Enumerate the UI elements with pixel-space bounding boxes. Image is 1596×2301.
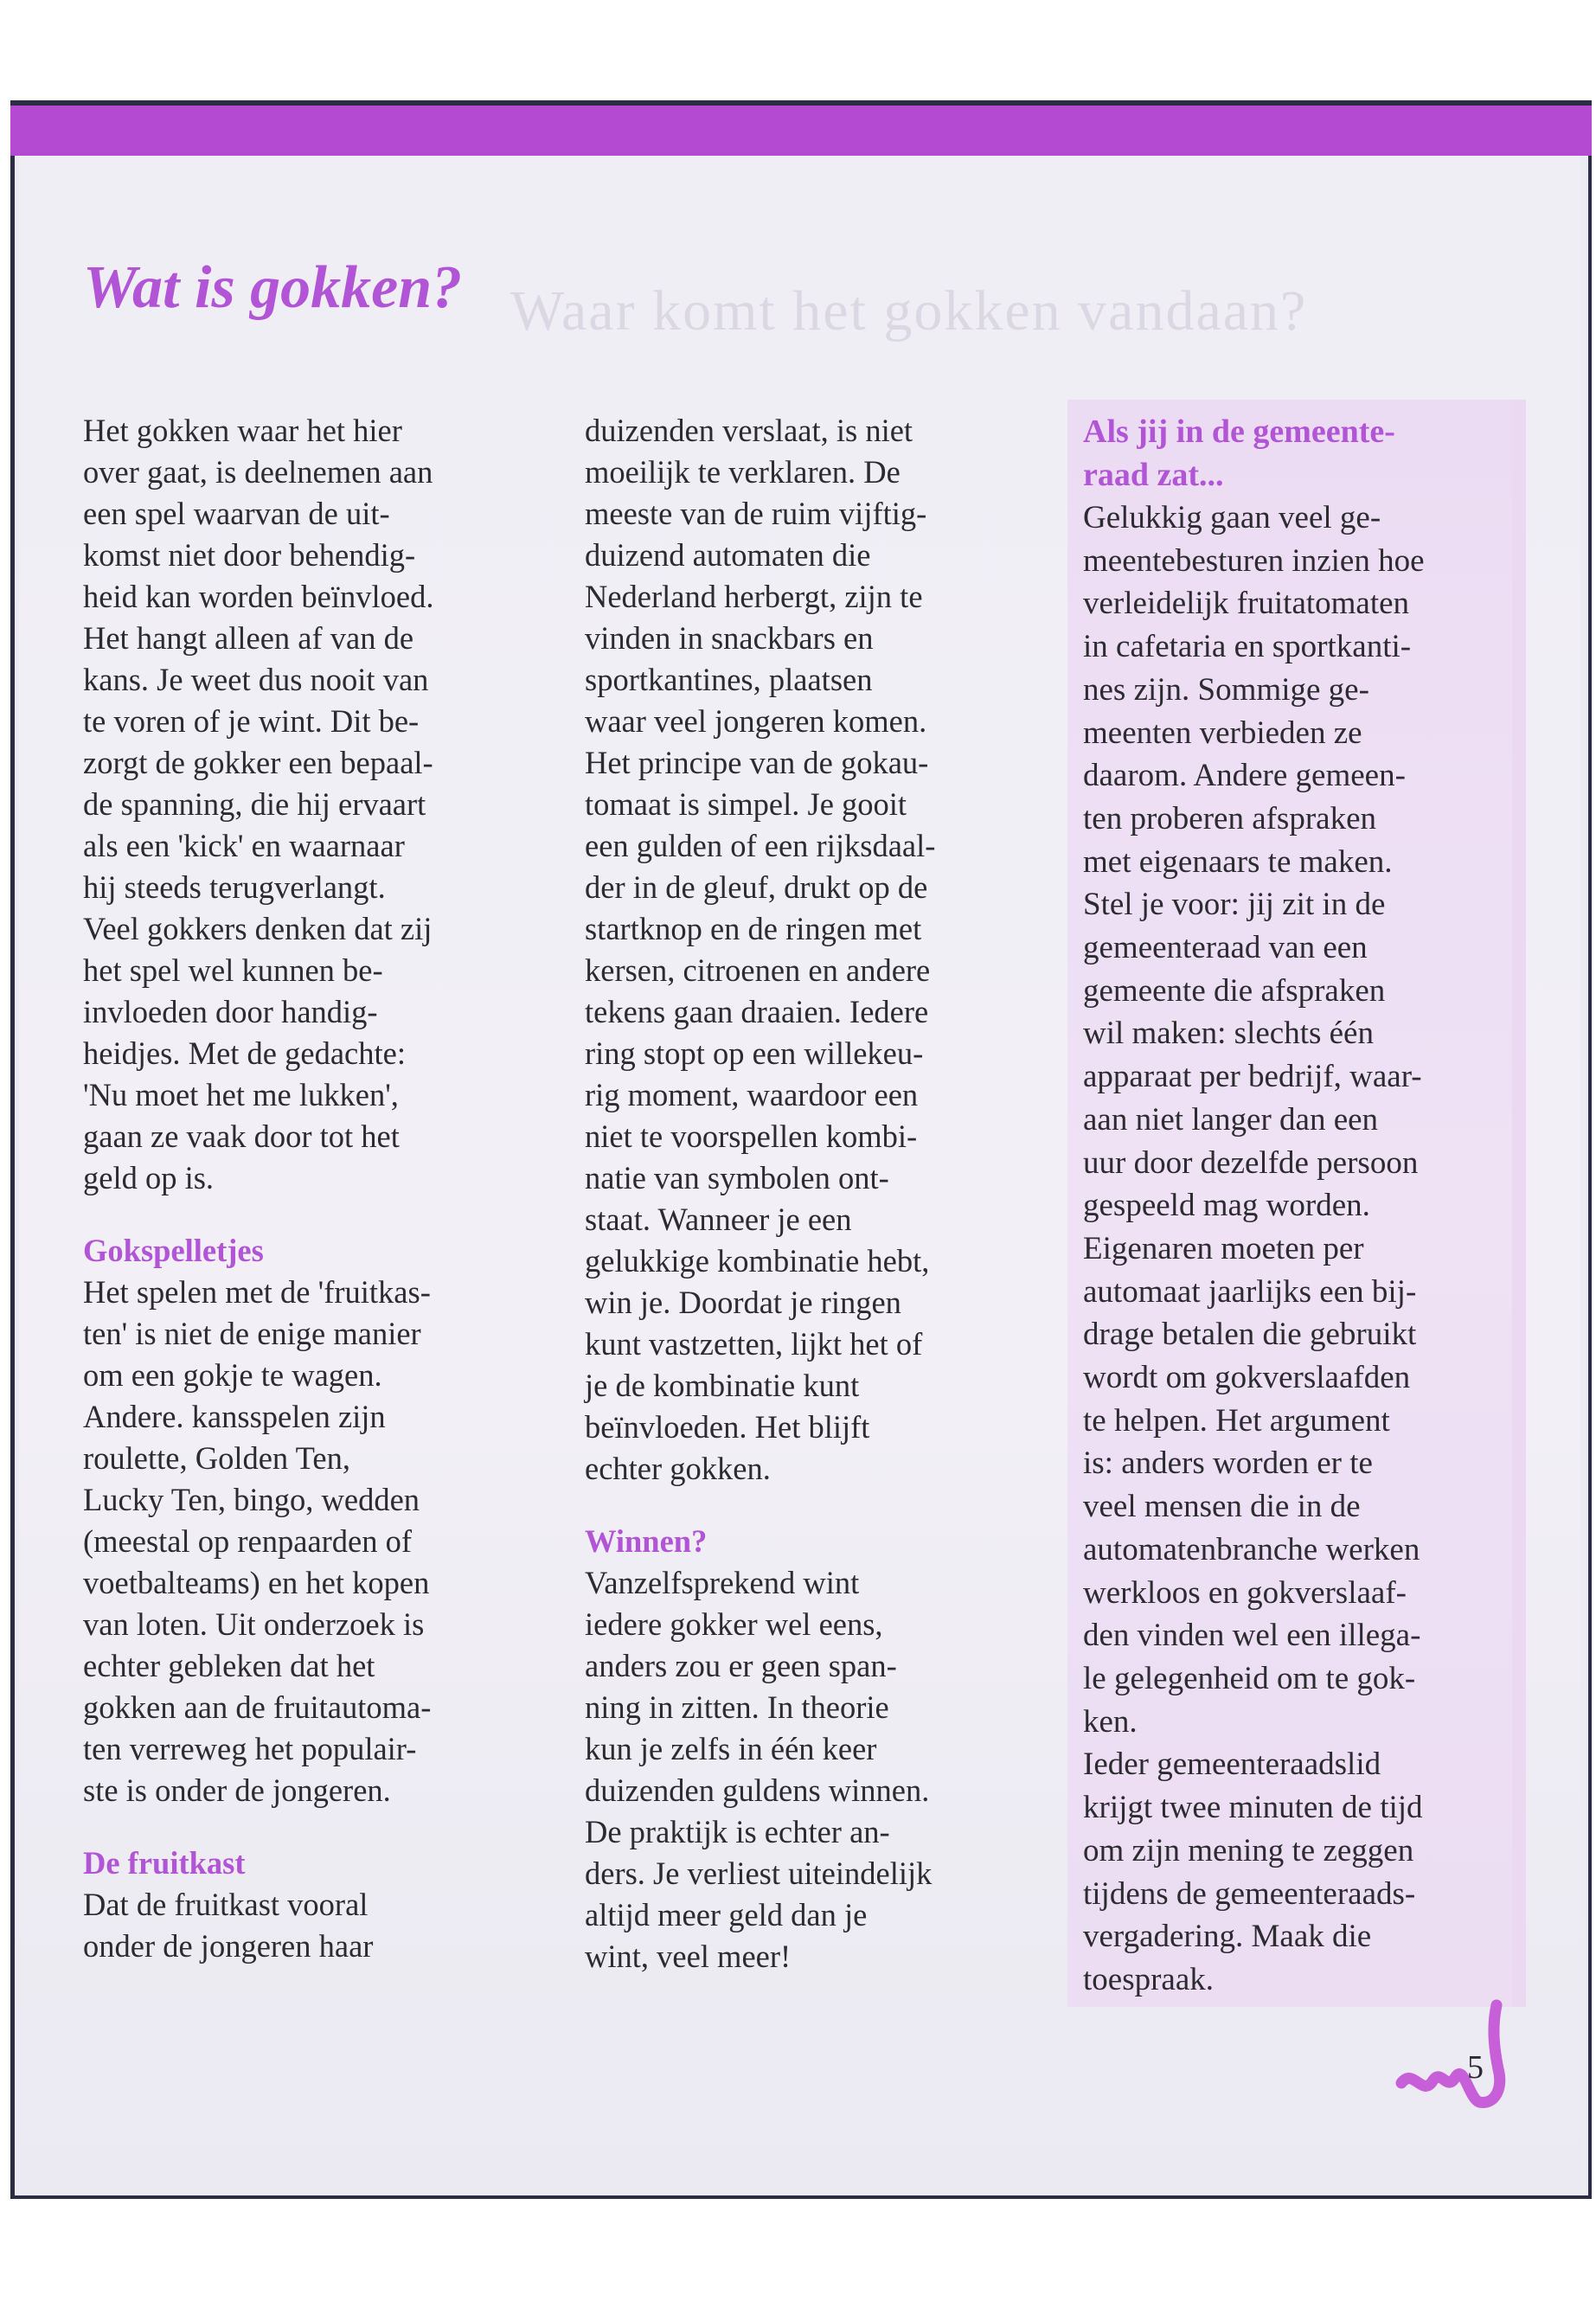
- top-color-band: [10, 100, 1592, 156]
- heading-gokspelletjes: Gokspelletjes: [83, 1233, 264, 1268]
- column-1: [83, 410, 567, 1967]
- page-number: 5: [1467, 2049, 1484, 2086]
- intro-paragraph: Het gokken waar het hier over gaat, is deelnemen aan een spel waarvan de uit- komst niet door behendig- heid kan worden beïnvloed. Het hangt alleen af van de kans. Je weet dus nooit van te voren of je wint. Dit be- zorgt de gokker een bepaal- de spanning, die hij ervaart als een 'kick' en waarnaar hij steeds terugverlangt. Veel gokkers denken dat zij het spel wel kunnen be- invloeden door handig- heidjes. Met de gedachte: 'Nu moet het me lukken', gaan ze vaak door tot het geld op is.: [83, 413, 434, 1195]
- fruitkast-paragraph: Dat de fruitkast vooral onder de jongeren haar: [83, 1887, 374, 1964]
- continued-paragraph: duizenden verslaat, is niet moeilijk te verklaren. De meeste van de ruim vijftig- duizend automaten die Nederland herbergt, zijn te vinden in snackbars en sportkantines, plaatsen waar veel jongeren komen. Het principe van de gokau- tomaat is simpel. Je gooit een gulden of een rijksdaal- der in de gleuf, drukt op de startknop en de ringen met kersen, citroenen en andere tekens gaan draaien. Iedere ring stopt op een willekeu- rig moment, waardoor een niet te voorspellen kombi- natie van symbolen ont- staat. Wanneer je een gelukkige kombinatie hebt, win je. Doordat je ringen kunt vastzetten, lijkt het of je de kombinatie kunt beïnvloeden. Het blijft echter gokken.: [585, 413, 936, 1486]
- bleed-through-title: Waar komt het gokken vandaan?: [510, 279, 1308, 343]
- winnen-paragraph: Vanzelfsprekend wint iedere gokker wel eens, anders zou er geen span- ning in zitten. In theorie kun je zelfs in één keer duizenden guldens winnen. De praktijk is echter an- ders. Je verliest uiteindelijk altijd meer geld dan je wint, veel meer!: [585, 1565, 933, 1974]
- sidebar-heading: Als jij in de gemeente- raad zat...: [1083, 413, 1395, 493]
- heading-winnen: Winnen?: [585, 1523, 708, 1559]
- heading-fruitkast: De fruitkast: [83, 1845, 246, 1881]
- page-title: Wat is gokken?: [83, 254, 463, 321]
- column-2: [585, 410, 1069, 1977]
- gokspelletjes-paragraph: Het spelen met de 'fruitkas- ten' is niet de enige manier om een gokje te wagen. Andere. kansspelen zijn roulette, Golden Ten, Lucky Ten, bingo, wedden (meestal op renpaarden of voetbalteams) en het kopen van loten. Uit onderzoek is echter gebleken dat het gokken aan de fruitautoma- ten verreweg het populair- ste is onder de jongeren.: [83, 1274, 432, 1808]
- sidebar-paragraph: Gelukkig gaan veel ge- meentebesturen inzien hoe verleidelijk fruitatomaten in cafetaria en sportkanti- nes zijn. Sommige ge- meenten verbieden ze daarom. Andere gemeen- ten proberen afspraken met eigenaars te maken. Stel je voor: jij zit in de gemeenteraad van een gemeente die afspraken wil maken: slechts één apparaat per bedrijf, waar- aan niet langer dan een uur door dezelfde persoon gespeeld mag worden. Eigenaren moeten per automaat jaarlijks een bij- drage betalen die gebruikt wordt om gokverslaafden te helpen. Het argument is: anders worden er te veel mensen die in de automatenbranche werken werkloos en gokverslaaf- den vinden wel een illega- le gelegenheid om te gok- ken. Ieder gemeenteraadslid krijgt twee minuten de tijd om zijn mening te zeggen tijdens de gemeenteraads- vergadering. Maak die toespraak.: [1083, 500, 1425, 1997]
- squiggle-logo-icon: [1394, 1995, 1524, 2125]
- sidebar-column: [1083, 410, 1516, 2002]
